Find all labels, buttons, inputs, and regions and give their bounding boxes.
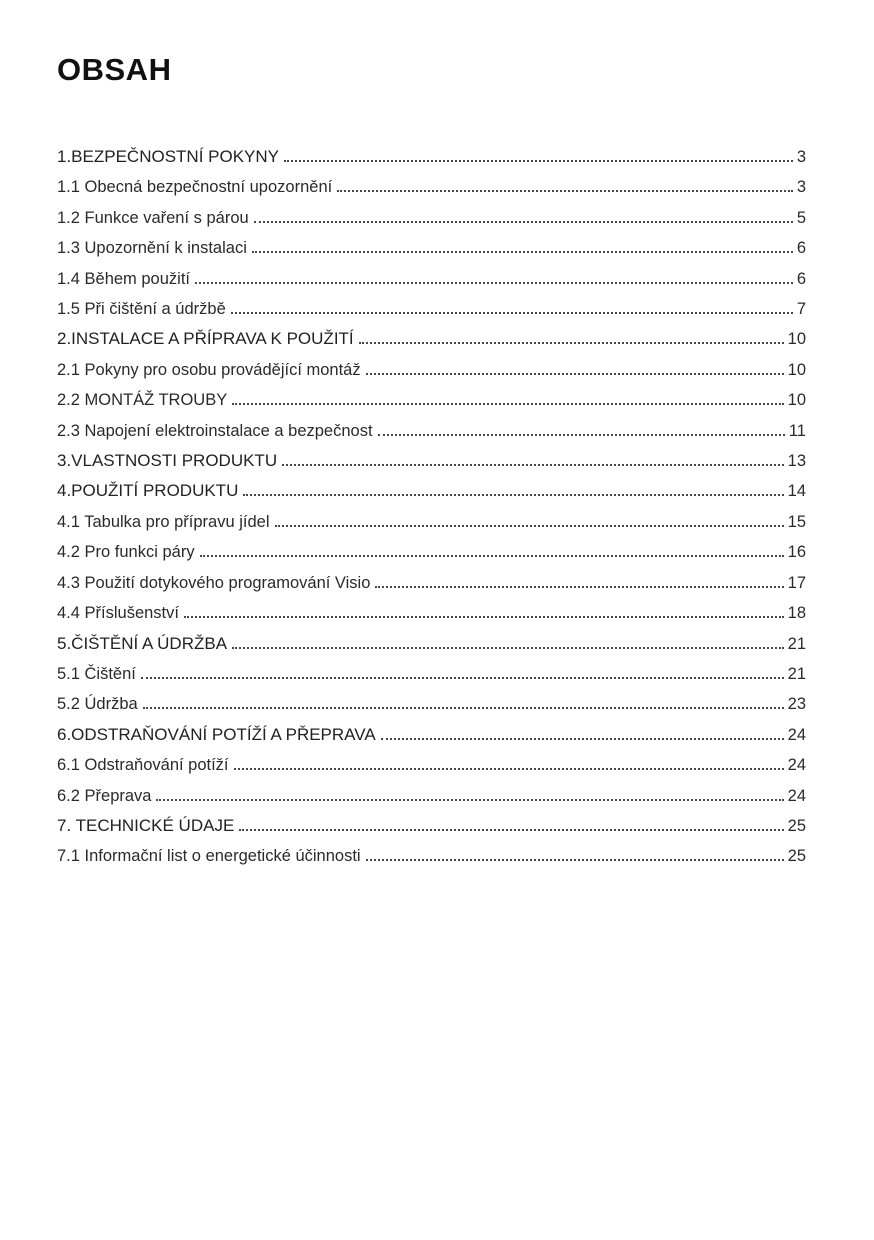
toc-entry-page-number: 6 [796, 269, 806, 288]
toc-entry [57, 294, 806, 324]
toc-entry [57, 355, 806, 385]
toc-entry [57, 659, 806, 689]
toc-entry-page-number: 24 [787, 786, 806, 805]
toc-entry [57, 689, 806, 719]
toc-leader-dots [234, 768, 784, 770]
toc-entry [57, 476, 806, 506]
toc-entry [57, 416, 806, 446]
toc-entry-page-number: 24 [787, 725, 806, 744]
toc-entry-label: 3.VLASTNOSTI PRODUKTU [57, 451, 278, 471]
toc-entry-page-number: 5 [796, 208, 806, 227]
toc-entry-label: 4.1 Tabulka pro přípravu jídel [57, 512, 270, 531]
toc-entry [57, 446, 806, 476]
toc-entry-label: 4.3 Použití dotykového programování Visio [57, 573, 371, 592]
toc-entry-page-number: 23 [787, 695, 806, 714]
toc-entry-page-number: 11 [788, 421, 806, 440]
toc-entry [57, 568, 806, 598]
toc-entry-label: 6.2 Přeprava [57, 786, 152, 805]
toc-entry-page-number: 14 [787, 482, 806, 501]
toc-entry [57, 750, 806, 780]
toc-entry-label: 1.4 Během použití [57, 269, 190, 288]
toc-entry [57, 142, 806, 172]
toc-entry [57, 841, 806, 871]
toc-entry-label: 5.2 Údržba [57, 695, 138, 714]
toc-entry-label: 2.2 MONTÁŽ TROUBY [57, 391, 228, 410]
toc-leader-dots [375, 586, 783, 588]
toc-entry [57, 172, 806, 202]
toc-entry-page-number: 6 [796, 239, 806, 258]
toc-entry-label: 4.POUŽITÍ PRODUKTU [57, 481, 239, 501]
toc-leader-dots [184, 616, 784, 618]
toc-leader-dots [254, 221, 793, 223]
toc-leader-dots [156, 799, 783, 801]
toc-entry-label: 1.1 Obecná bezpečnostní upozornění [57, 178, 333, 197]
toc-entry [57, 324, 806, 354]
toc-entry-page-number: 3 [796, 178, 806, 197]
toc-leader-dots [282, 464, 784, 466]
toc-entry-page-number: 16 [787, 543, 806, 562]
toc-entry [57, 507, 806, 537]
toc-entry-label: 2.3 Napojení elektroinstalace a bezpečnost [57, 421, 373, 440]
toc-entry [57, 720, 806, 750]
toc-entry-label: 1.2 Funkce vaření s párou [57, 208, 249, 227]
toc-leader-dots [195, 282, 793, 284]
toc-entry-page-number: 21 [787, 634, 806, 653]
toc-entry [57, 264, 806, 294]
toc-entry-page-number: 10 [787, 330, 806, 349]
toc-entry-page-number: 24 [787, 756, 806, 775]
toc-entry-label: 7. TECHNICKÉ ÚDAJE [57, 815, 235, 835]
toc-entry [57, 629, 806, 659]
toc-entry [57, 811, 806, 841]
toc-leader-dots [378, 434, 785, 436]
toc-entry [57, 781, 806, 811]
toc-entry-page-number: 10 [787, 360, 806, 379]
toc-leader-dots [284, 160, 793, 162]
table-of-contents [57, 142, 806, 872]
toc-entry-label: 2.1 Pokyny pro osobu provádějící montáž [57, 360, 361, 379]
toc-entry-page-number: 10 [787, 391, 806, 410]
toc-leader-dots [239, 829, 783, 831]
toc-entry-page-number: 13 [787, 452, 806, 471]
toc-leader-dots [381, 738, 784, 740]
toc-entry-label: 2.INSTALACE A PŘÍPRAVA K POUŽITÍ [57, 329, 354, 349]
toc-leader-dots [143, 707, 784, 709]
toc-entry-page-number: 25 [787, 847, 806, 866]
toc-entry-label: 1.3 Upozornění k instalaci [57, 239, 247, 258]
toc-entry [57, 203, 806, 233]
toc-entry-label: 5.ČIŠTĚNÍ A ÚDRŽBA [57, 633, 228, 653]
toc-entry [57, 537, 806, 567]
toc-leader-dots [231, 312, 793, 314]
toc-entry [57, 233, 806, 263]
toc-leader-dots [141, 677, 784, 679]
toc-entry-page-number: 18 [787, 604, 806, 623]
toc-entry-label: 6.1 Odstraňování potíží [57, 756, 229, 775]
toc-entry-page-number: 3 [796, 148, 806, 166]
page-title: OBSAH [57, 52, 172, 87]
toc-leader-dots [232, 647, 784, 649]
toc-leader-dots [252, 251, 793, 253]
toc-entry-page-number: 25 [787, 816, 806, 835]
toc-leader-dots [337, 190, 793, 192]
toc-entry-page-number: 7 [796, 300, 806, 319]
toc-entry-label: 1.BEZPEČNOSTNÍ POKYNY [57, 147, 279, 166]
toc-entry-page-number: 17 [787, 573, 806, 592]
toc-entry-label: 4.2 Pro funkci páry [57, 543, 195, 562]
toc-leader-dots [243, 494, 783, 496]
toc-leader-dots [232, 403, 783, 405]
toc-leader-dots [366, 373, 784, 375]
toc-leader-dots [275, 525, 784, 527]
toc-entry-label: 7.1 Informační list o energetické účinnosti [57, 847, 361, 866]
toc-entry-label: 1.5 Při čištění a údržbě [57, 300, 226, 319]
toc-entry [57, 598, 806, 628]
toc-leader-dots [200, 555, 784, 557]
toc-entry [57, 385, 806, 415]
toc-leader-dots [359, 342, 784, 344]
toc-entry-page-number: 15 [787, 512, 806, 531]
toc-entry-label: 6.ODSTRAŇOVÁNÍ POTÍŽÍ A PŘEPRAVA [57, 724, 376, 744]
toc-leader-dots [366, 859, 784, 861]
toc-entry-label: 5.1 Čištění [57, 664, 136, 683]
toc-entry-label: 4.4 Příslušenství [57, 604, 179, 623]
toc-entry-page-number: 21 [787, 664, 806, 683]
